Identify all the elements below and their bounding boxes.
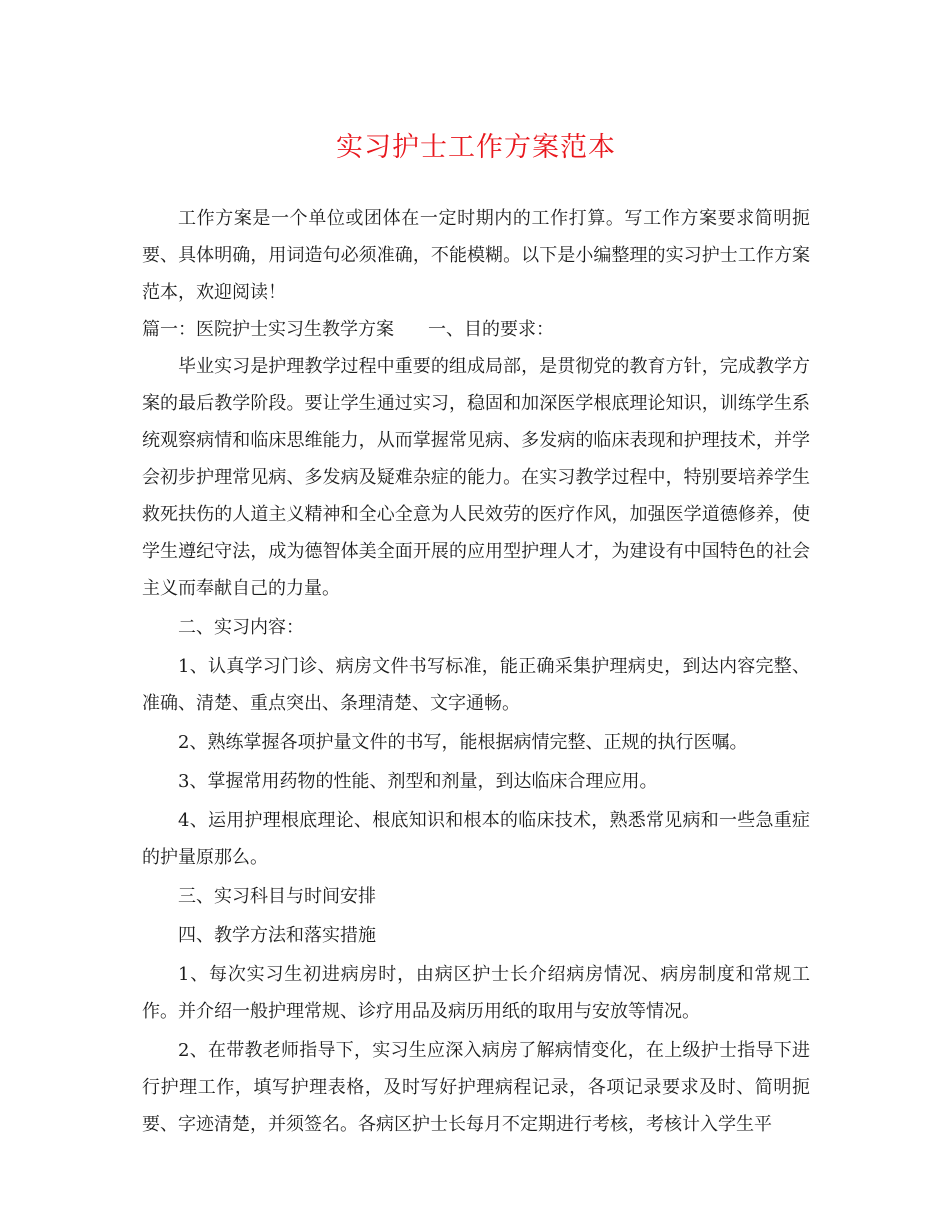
content-item: 4、运用护理根底理论、根底知识和根本的临床技术，熟悉常见病和一些急重症的护量原那么。 (142, 810, 810, 868)
section-heading (142, 311, 810, 348)
content-item: 3、掌握常用药物的性能、剂型和剂量，到达临床合理应用。 (178, 771, 658, 792)
method-item: 1、每次实习生初进病房时，由病区护士长介绍病房情况、病房制度和常规工作。并介绍一般护理常规、诊疗用品及病历用纸的取用与安放等情况。 (142, 964, 810, 1022)
document-body (142, 200, 810, 1143)
content-item: 2、熟练掌握各项护量文件的书写，能根据病情完整、正规的执行医嘱。 (178, 732, 748, 753)
content-item: 1、认真学习门诊、病房文件书写标准，能正确采集护理病史，到达内容完整、准确、清楚、重点突出、条理清楚、文字通畅。 (142, 656, 810, 714)
methods-heading: 四、教学方法和落实措施 (178, 925, 376, 946)
purpose-paragraph: 毕业实习是护理教学过程中重要的组成局部，是贯彻党的教育方针，完成教学方案的最后教学阶段。要让学生通过实习，稳固和加深医学根底理论知识，训练学生系统观察病情和临床思维能力，从而掌握常见病、多发病的临床表现和护理技术，并学会初步护理常见病、多发病及疑难杂症的能力。在实习教学过程中，特别要培养学生救死扶伤的人道主义精神和全心全意为人民效劳的医疗作风，加强医学道德修养，使学生遵纪守法，成为德智体美全面开展的应用型护理人才，为建设有中国特色的社会主义而奉献自己的力量。 (142, 356, 810, 599)
document-title: 实习护士工作方案范本 (336, 132, 616, 163)
schedule-heading: 三、实习科目与时间安排 (178, 886, 376, 907)
content-heading: 二、实习内容： (178, 617, 304, 638)
section-heading-left: 篇一：医院护士实习生教学方案 (142, 319, 394, 340)
intro-paragraph: 工作方案是一个单位或团体在一定时期内的工作打算。写工作方案要求简明扼要、具体明确，用词造句必须准确，不能模糊。以下是小编整理的实习护士工作方案范本，欢迎阅读！ (142, 208, 810, 303)
section-heading-right: 一、目的要求： (428, 319, 554, 340)
method-item: 2、在带教老师指导下，实习生应深入病房了解病情变化，在上级护士指导下进行护理工作，填写护理表格，及时写好护理病程记录，各项记录要求及时、简明扼要、字迹清楚，并须签名。各病区护士长每月不定期进行考核，考核计入学生平 (142, 1040, 810, 1135)
